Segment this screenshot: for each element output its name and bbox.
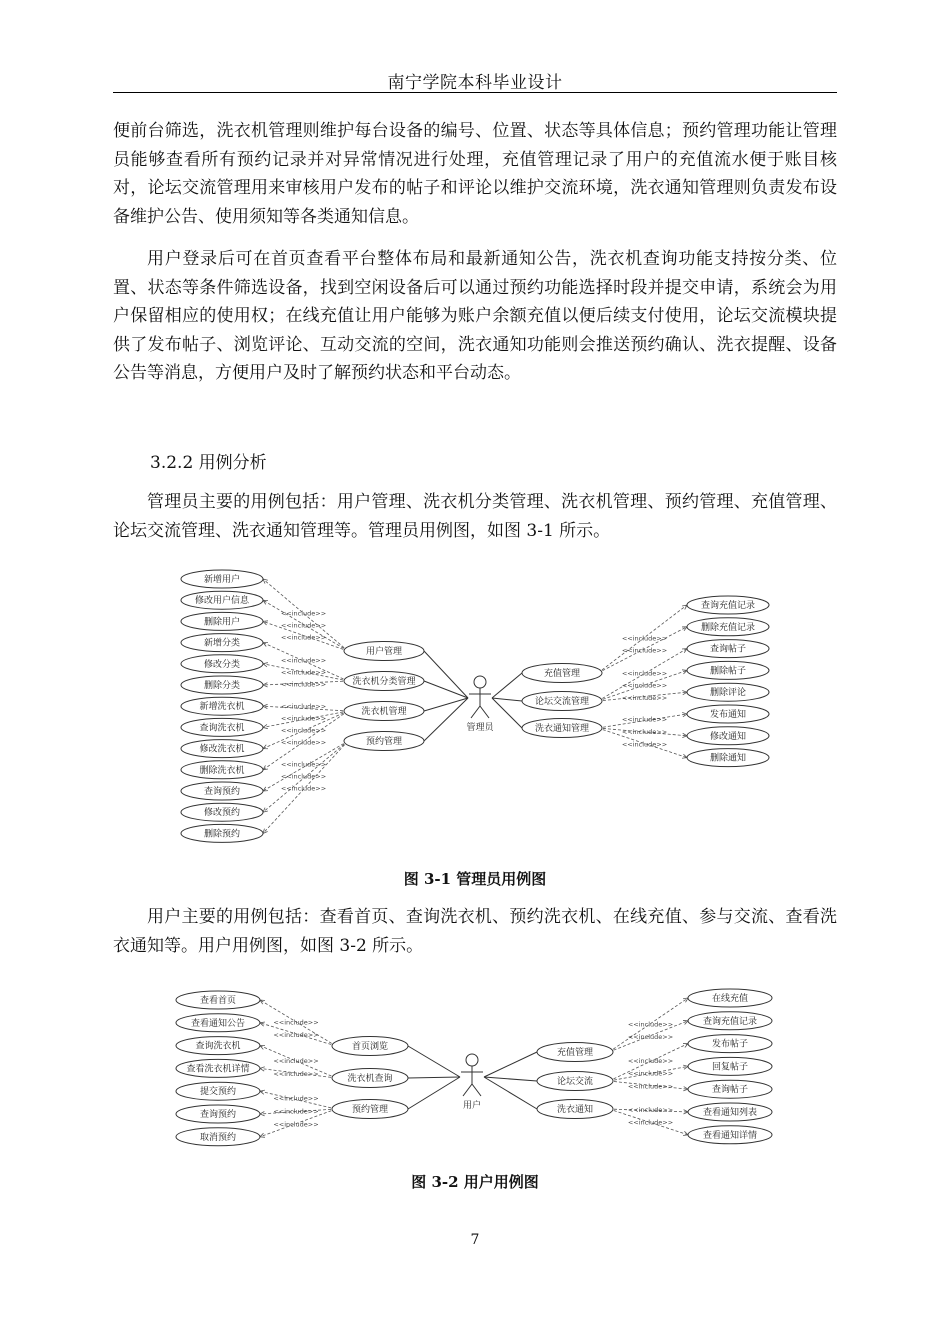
use-case-查询预约	[181, 782, 263, 800]
use-case-删除帖子	[687, 661, 769, 679]
include-label: <<include>>	[273, 1094, 319, 1103]
include-label: <<include>>	[627, 1056, 674, 1065]
svg-text:修改分类: 修改分类	[203, 659, 241, 670]
paragraph-admin-intro: 管理员主要的用例包括：用户管理、洗衣机分类管理、洗衣机管理、预约管理、充值管理、论坛交流管理、洗衣通知管理等。管理员用例图，如图 3-1 所示。	[113, 492, 837, 541]
use-case-删除分类	[181, 676, 263, 694]
svg-text:充值管理: 充值管理	[556, 1048, 594, 1058]
figure1-caption: 图 3-1 管理员用例图	[403, 870, 547, 888]
include-label: <<include>>	[273, 1031, 319, 1040]
section-heading: 3.2.2 用例分析	[150, 453, 267, 473]
svg-text:查询洗衣机: 查询洗衣机	[199, 723, 245, 734]
actor-label: 管理员	[466, 723, 494, 733]
include-label: <<include>>	[280, 772, 327, 781]
use-case-查询充值记录	[687, 596, 769, 614]
use-case-在线充值	[688, 989, 772, 1007]
use-case-修改洗衣机	[181, 740, 263, 758]
svg-text:删除洗衣机: 删除洗衣机	[199, 765, 245, 776]
svg-text:论坛交流: 论坛交流	[556, 1077, 594, 1087]
association-line	[408, 1046, 460, 1077]
actor-label: 用户	[462, 1101, 482, 1111]
include-label: <<include>>	[280, 784, 327, 793]
svg-text:提交预约: 提交预约	[199, 1087, 237, 1098]
svg-text:删除充值记录: 删除充值记录	[700, 622, 756, 633]
figure2-caption: 图 3-2 用户用例图	[411, 1173, 539, 1191]
use-case-充值管理	[537, 1043, 613, 1062]
header-rule	[113, 92, 837, 93]
association-line	[424, 651, 468, 698]
svg-text:预约管理: 预约管理	[365, 737, 403, 747]
svg-text:查看首页: 查看首页	[199, 996, 237, 1006]
svg-text:洗衣机分类管理: 洗衣机分类管理	[352, 677, 416, 687]
use-case-修改用户信息	[181, 591, 263, 609]
svg-text:查看通知列表: 查看通知列表	[702, 1108, 758, 1118]
include-label: <<include>>	[621, 727, 668, 736]
svg-text:查看洗衣机详情: 查看洗衣机详情	[186, 1064, 250, 1075]
association-line	[492, 698, 522, 701]
include-label: <<include>>	[273, 1107, 319, 1116]
use-case-论坛交流	[537, 1072, 613, 1091]
include-arrowhead	[263, 642, 268, 646]
use-case-洗衣机管理	[344, 702, 424, 721]
svg-text:回复帖子: 回复帖子	[711, 1062, 749, 1073]
page-number: 7	[470, 1232, 480, 1248]
association-line	[408, 1077, 460, 1078]
use-case-洗衣通知	[537, 1100, 613, 1119]
include-label: <<include>>	[621, 681, 668, 690]
svg-text:删除预约: 删除预约	[203, 829, 241, 840]
svg-text:洗衣机查询: 洗衣机查询	[347, 1074, 393, 1084]
svg-text:查询帖子: 查询帖子	[709, 644, 747, 655]
use-case-修改通知	[687, 727, 769, 745]
use-case-删除预约	[181, 824, 263, 842]
association-line	[408, 1077, 460, 1109]
svg-text:删除分类: 删除分类	[203, 681, 241, 691]
include-arrowhead	[682, 670, 687, 674]
use-case-删除评论	[687, 683, 769, 701]
use-case-新增用户	[181, 570, 263, 588]
include-label: <<include>>	[627, 1082, 674, 1091]
use-case-预约管理	[332, 1100, 408, 1119]
association-line	[484, 1077, 537, 1109]
svg-text:发布帖子: 发布帖子	[711, 1039, 749, 1050]
svg-text:论坛交流管理: 论坛交流管理	[534, 697, 590, 707]
include-arrowhead	[260, 1000, 265, 1004]
svg-text:在线充值: 在线充值	[711, 994, 749, 1004]
include-arrowhead	[682, 605, 687, 609]
use-case-新增洗衣机	[181, 697, 263, 715]
actor-figure	[466, 676, 494, 733]
use-case-洗衣机分类管理	[344, 672, 424, 691]
include-label: <<include>>	[273, 1057, 319, 1066]
include-label: <<include>>	[621, 646, 668, 655]
include-label: <<include>>	[627, 1033, 674, 1042]
include-arrowhead	[263, 787, 268, 791]
use-case-修改分类	[181, 655, 263, 673]
use-case-发布帖子	[688, 1035, 772, 1053]
include-label: <<include>>	[621, 740, 668, 749]
svg-text:洗衣通知管理: 洗衣通知管理	[534, 724, 590, 734]
include-label: <<include>>	[280, 680, 327, 689]
use-case-查看通知公告	[176, 1014, 260, 1032]
include-label: <<include>>	[621, 669, 668, 678]
svg-text:洗衣通知: 洗衣通知	[556, 1105, 594, 1115]
association-line	[492, 698, 522, 728]
svg-text:查看通知公告: 查看通知公告	[190, 1018, 246, 1029]
use-case-论坛交流管理	[522, 692, 602, 711]
use-case-发布通知	[687, 705, 769, 723]
svg-text:修改预约: 修改预约	[203, 808, 241, 819]
association-line	[492, 673, 522, 698]
include-arrowhead	[260, 1045, 265, 1049]
use-case-查看通知详情	[688, 1126, 772, 1144]
svg-text:首页浏览: 首页浏览	[351, 1042, 389, 1052]
include-label: <<include>>	[280, 656, 327, 665]
use-case-查询帖子	[688, 1080, 772, 1098]
include-label: <<include>>	[280, 714, 327, 723]
include-label: <<include>>	[621, 634, 668, 643]
include-label: <<include>>	[273, 1018, 319, 1027]
include-arrowhead	[682, 754, 687, 758]
include-arrowhead	[263, 745, 268, 749]
use-case-查看通知列表	[688, 1103, 772, 1121]
svg-text:查看通知详情: 查看通知详情	[702, 1130, 758, 1141]
use-case-查询预约	[176, 1105, 260, 1123]
svg-text:删除评论: 删除评论	[709, 688, 747, 699]
use-case-查询充值记录	[688, 1012, 772, 1030]
svg-text:查询充值记录: 查询充值记录	[702, 1016, 758, 1027]
include-label: <<include>>	[280, 609, 327, 618]
include-label: <<include>>	[273, 1069, 319, 1078]
include-label: <<include>>	[280, 621, 327, 630]
include-label: <<include>>	[627, 1105, 674, 1114]
user-use-case-diagram	[150, 982, 800, 1152]
use-case-预约管理	[344, 732, 424, 751]
svg-text:查询预约: 查询预约	[199, 1110, 237, 1120]
include-label: <<include>>	[627, 1069, 674, 1078]
svg-text:新增分类: 新增分类	[203, 638, 241, 649]
include-label: <<include>>	[280, 760, 327, 769]
svg-text:修改通知: 修改通知	[709, 731, 747, 742]
use-case-删除通知	[687, 749, 769, 767]
use-case-查询洗衣机	[176, 1037, 260, 1055]
svg-text:修改洗衣机: 修改洗衣机	[199, 744, 245, 755]
include-label: <<include>>	[280, 726, 327, 735]
use-case-取消预约	[176, 1128, 260, 1146]
include-label: <<include>>	[280, 633, 327, 642]
page-header-title: 南宁学院本科毕业设计	[387, 73, 563, 93]
use-case-查询洗衣机	[181, 718, 263, 736]
svg-text:发布通知: 发布通知	[709, 710, 747, 720]
admin-use-case-diagram	[150, 562, 800, 852]
svg-text:删除用户: 删除用户	[203, 617, 241, 628]
use-case-查询帖子	[687, 640, 769, 658]
svg-text:新增用户: 新增用户	[203, 575, 241, 585]
include-arrowhead	[263, 600, 268, 604]
use-case-洗衣通知管理	[522, 719, 602, 738]
include-label: <<include>>	[627, 1118, 674, 1127]
include-label: <<include>>	[621, 715, 668, 724]
include-label: <<include>>	[280, 702, 327, 711]
association-line	[484, 1052, 537, 1077]
svg-text:修改用户信息: 修改用户信息	[194, 596, 250, 607]
svg-text:删除帖子: 删除帖子	[709, 666, 747, 677]
use-case-新增分类	[181, 634, 263, 652]
include-label: <<include>>	[280, 738, 327, 747]
svg-text:删除通知: 删除通知	[709, 753, 747, 764]
svg-text:查询帖子: 查询帖子	[711, 1085, 749, 1096]
use-case-查看洗衣机详情	[176, 1059, 260, 1077]
svg-text:预约管理: 预约管理	[351, 1105, 389, 1115]
svg-text:查询预约: 查询预约	[203, 787, 241, 797]
use-case-首页浏览	[332, 1037, 408, 1056]
use-case-提交预约	[176, 1082, 260, 1100]
include-arrowhead	[682, 649, 687, 653]
use-case-修改预约	[181, 803, 263, 821]
include-label: <<include>>	[280, 668, 327, 677]
actor-figure	[461, 1054, 483, 1111]
svg-text:洗衣机管理: 洗衣机管理	[361, 707, 407, 717]
svg-text:查询充值记录: 查询充值记录	[700, 601, 756, 611]
svg-text:充值管理: 充值管理	[543, 669, 581, 679]
svg-text:查询洗衣机: 查询洗衣机	[195, 1041, 241, 1052]
use-case-查看首页	[176, 991, 260, 1009]
use-case-删除用户	[181, 612, 263, 630]
paragraph-user-intro: 用户主要的用例包括：查看首页、查询洗衣机、预约洗衣机、在线充值、参与交流、查看洗衣通知等。用户用例图，如图 3-2 所示。	[113, 907, 837, 956]
include-arrowhead	[260, 1090, 265, 1094]
association-line	[484, 1077, 537, 1081]
svg-text:取消预约: 取消预约	[199, 1132, 237, 1143]
use-case-洗衣机查询	[332, 1069, 408, 1088]
paragraph-continuation: 便前台筛选，洗衣机管理则维护每台设备的编号、位置、状态等具体信息；预约管理功能让管理员能够查看所有预约记录并对异常情况进行处理，充值管理记录了用户的充值流水便于账目核对，论坛交流管理用来审核用户发布的帖子和评论以维护交流环境，洗衣通知管理则负责发布设备维护公告、使用须知等各类通知信息。	[113, 121, 837, 227]
association-line	[424, 681, 468, 698]
svg-text:用户管理: 用户管理	[365, 647, 403, 657]
use-case-回复帖子	[688, 1057, 772, 1075]
paragraph-user-functions: 用户登录后可在首页查看平台整体布局和最新通知公告，洗衣机查询功能支持按分类、位置、状态等条件筛选设备，找到空闲设备后可以通过预约功能选择时段并提交申请，系统会为用户保留相应的使用权；在线充值让用户能够为账户余额充值以便后续支付使用，论坛交流模块提供了发布帖子、浏览评论、互动交流的空间，洗衣通知功能则会推送预约确认、洗衣提醒、设备公告等消息，方便用户及时了解预约状态和平台动态。	[113, 249, 837, 383]
use-case-删除洗衣机	[181, 761, 263, 779]
svg-text:新增洗衣机: 新增洗衣机	[199, 702, 245, 713]
include-label: <<include>>	[621, 694, 668, 703]
include-label: <<include>>	[627, 1020, 674, 1029]
use-case-删除充值记录	[687, 618, 769, 636]
use-case-充值管理	[522, 664, 602, 683]
include-label: <<include>>	[273, 1120, 319, 1129]
use-case-用户管理	[344, 642, 424, 661]
include-arrowhead	[683, 1131, 688, 1135]
